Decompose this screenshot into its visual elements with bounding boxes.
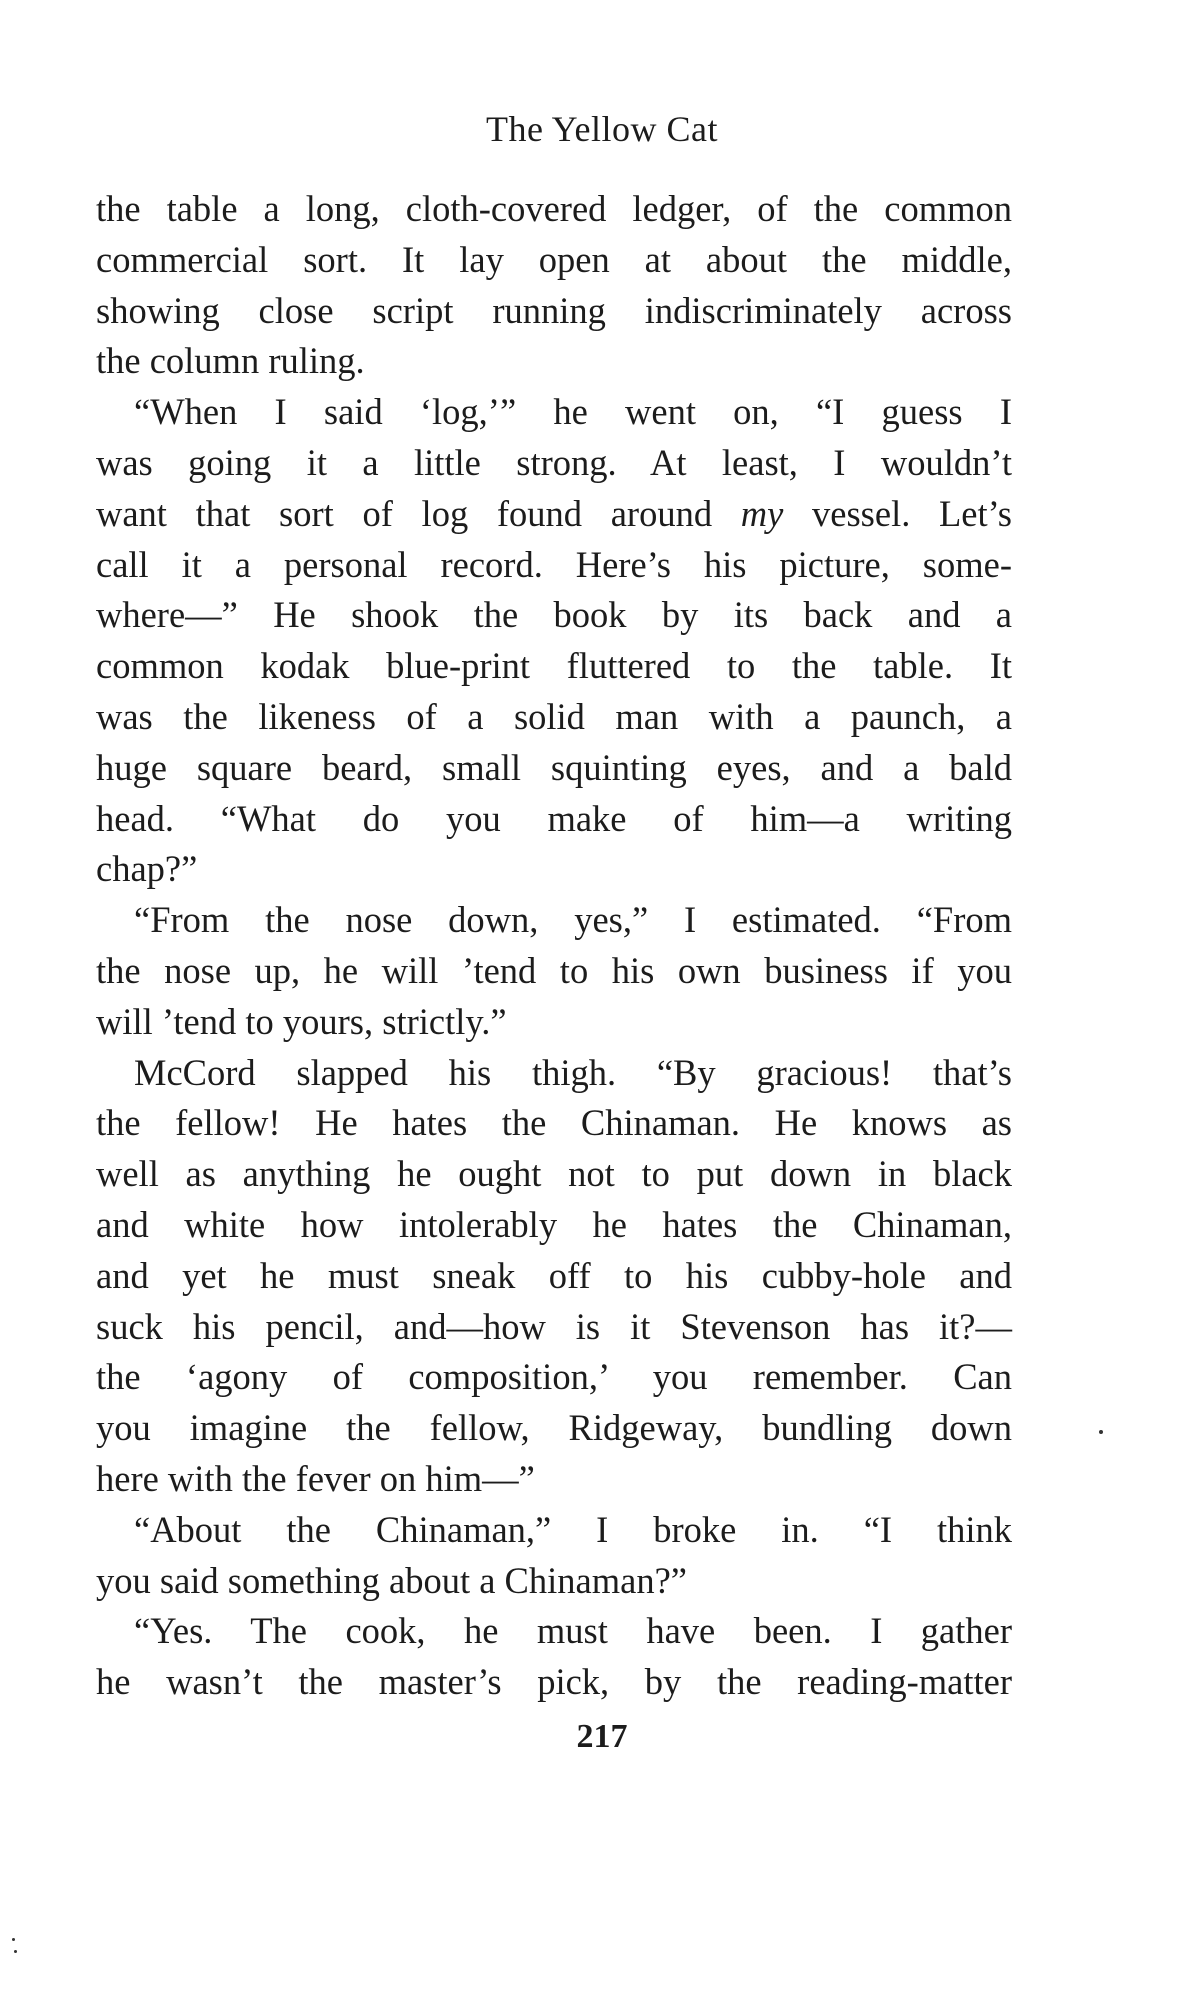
text-line: will ’tend to yours, strictly.” [96,1000,507,1042]
scan-speck [1099,1430,1103,1434]
text-line: the column ruling. [96,340,365,382]
page-number: 217 [576,1718,628,1755]
text-line: where—” He shook the book by its back and a [96,594,1012,636]
text-line: here with the fever on him—” [96,1457,535,1499]
text-line: common kodak blue-print fluttered to the table. It [96,645,1012,687]
body-text [96,184,1012,1708]
scan-speck [14,1950,17,1953]
text-line: he wasn’t the master’s pick, by the reading-matter [96,1661,1012,1703]
text-line: “About the Chinaman,” I broke in. “I think [134,1508,1012,1550]
text-line: you said something about a Chinaman?” [96,1559,687,1601]
text-line: McCord slapped his thigh. “By gracious! that’s [134,1051,1012,1093]
text-line: “Yes. The cook, he must have been. I gather [134,1610,1012,1652]
scan-speck [12,1938,15,1941]
text-line: showing close script running indiscriminately across [96,289,1012,331]
text-line: suck his pencil, and—how is it Stevenson has it?— [96,1305,1012,1347]
text-line: “From the nose down, yes,” I estimated. “From [134,899,1012,941]
text-line: and white how intolerably he hates the Chinaman, [96,1203,1012,1245]
text-line: call it a personal record. Here’s his picture, some- [96,543,1012,585]
text-line: well as anything he ought not to put down in black [96,1153,1012,1195]
running-head: The Yellow Cat [486,109,718,149]
text-line: huge square beard, small squinting eyes, and a bald [96,746,1012,788]
text-line: was going it a little strong. At least, I wouldn’t [96,441,1012,483]
text-line: the nose up, he will ’tend to his own business if you [96,949,1012,991]
text-line: and yet he must sneak off to his cubby-hole and [96,1254,1012,1296]
text-line: head. “What do you make of him—a writing [96,797,1012,839]
text-line: you imagine the fellow, Ridgeway, bundling down [96,1407,1012,1449]
text-line: the fellow! He hates the Chinaman. He knows as [96,1102,1012,1144]
text-line: want that sort of log found around my vessel. Let’s [96,492,1012,534]
text-line: the table a long, cloth-covered ledger, of the common [96,188,1012,229]
text-line: commercial sort. It lay open at about the middle, [96,238,1012,280]
text-line: the ‘agony of composition,’ you remember. Can [96,1356,1012,1398]
text-line: was the likeness of a solid man with a paunch, a [96,695,1012,737]
text-line: “When I said ‘log,’” he went on, “I guess I [134,391,1012,433]
emphasis: my [740,492,784,534]
text-line: chap?” [96,848,198,890]
